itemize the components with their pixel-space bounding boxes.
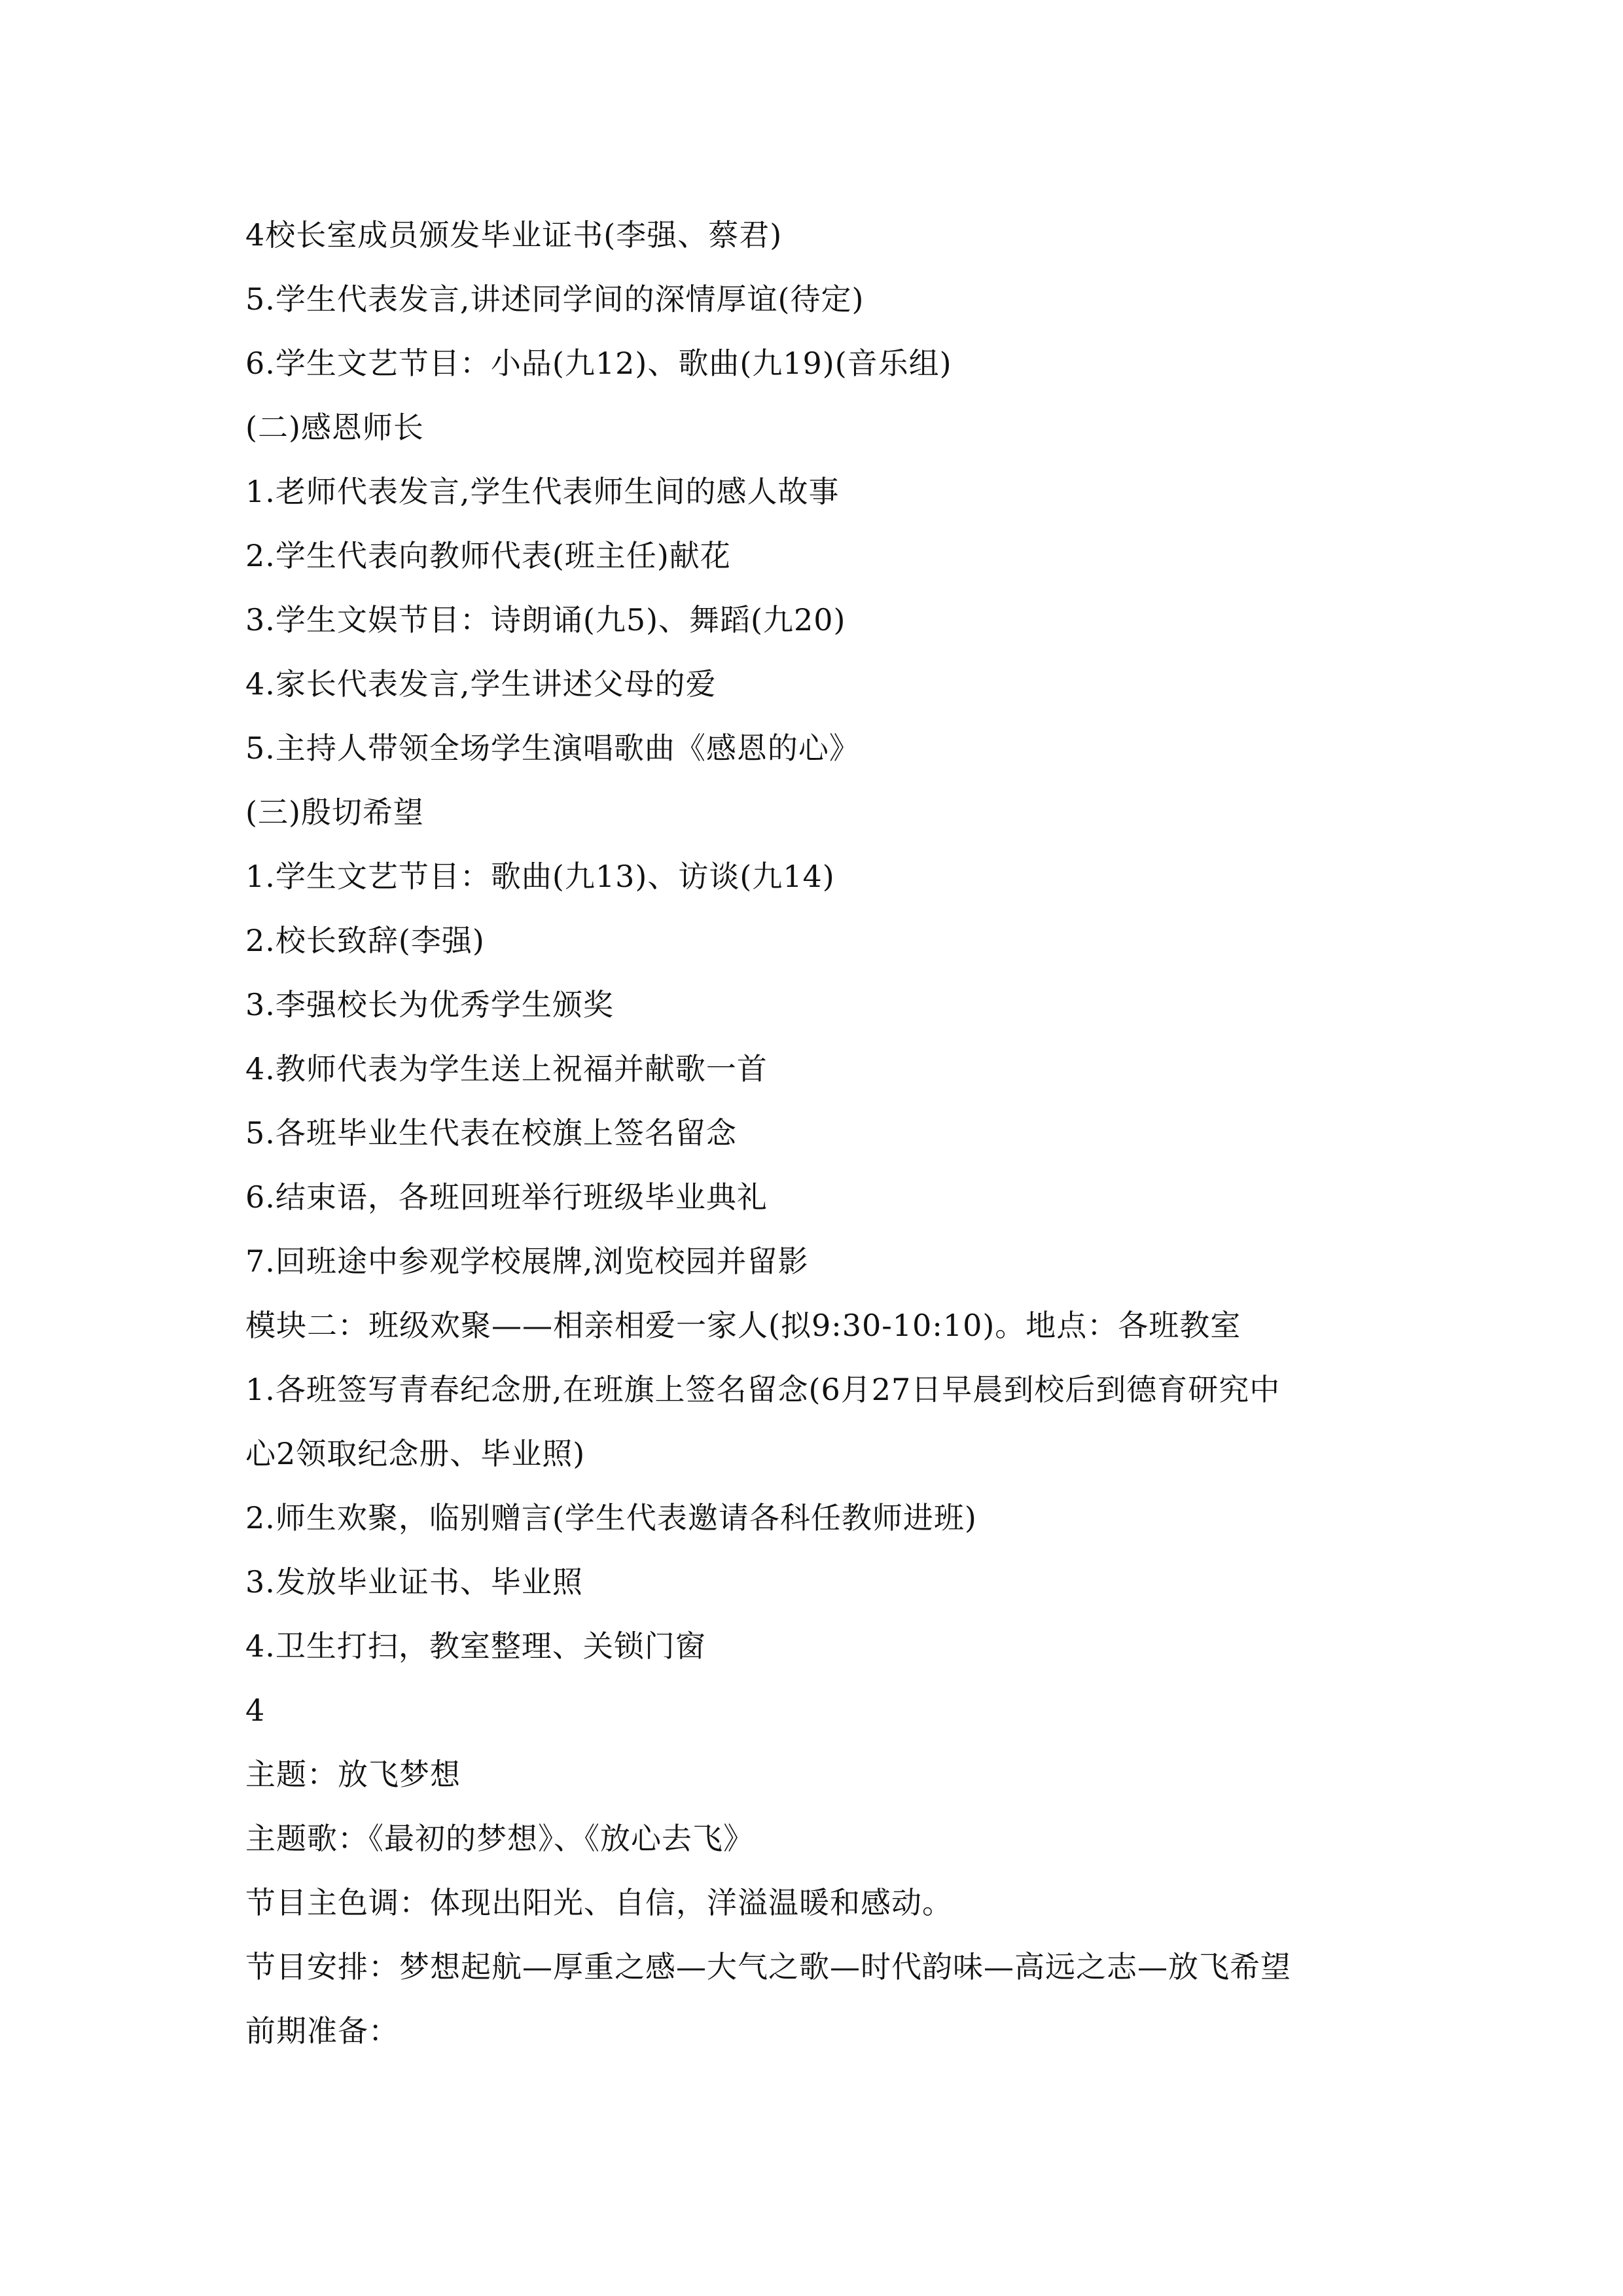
text-line-memory-book: 1.各班签写青春纪念册,在班旗上签名留念(6月27日早晨到校后到德育研究中 bbox=[245, 1372, 1281, 1407]
text-line-student-performance: 6.学生文艺节目：小品(九12)、歌曲(九19)(音乐组) bbox=[245, 346, 952, 381]
text-line-closing-remarks: 6.结束语，各班回班举行班级毕业典礼 bbox=[245, 1179, 768, 1215]
text-line-distribute-certificates: 3.发放毕业证书、毕业照 bbox=[245, 1564, 583, 1600]
section-heading-earnest-hopes: (三)殷切希望 bbox=[245, 795, 424, 830]
module-heading-class-gathering: 模块二：班级欢聚——相亲相爱一家人(拟9:30-10:10)。地点：各班教室 bbox=[245, 1308, 1241, 1343]
text-line-entertainment: 3.学生文娱节目：诗朗诵(九5)、舞蹈(九20) bbox=[245, 602, 846, 637]
text-line-theme: 主题：放飞梦想 bbox=[245, 1757, 461, 1792]
document-body bbox=[245, 203, 1423, 2063]
text-line-farewell-words: 2.师生欢聚，临别赠言(学生代表邀请各科任教师进班) bbox=[245, 1500, 977, 1535]
text-line-principal-address: 2.校长致辞(李强) bbox=[245, 923, 485, 958]
text-line-preparation: 前期准备： bbox=[245, 2013, 399, 2049]
text-line-program-schedule: 节目安排：梦想起航—厚重之感—大气之歌—时代韵味—高远之志—放飞希望 bbox=[245, 1949, 1291, 1984]
text-line-theme-song: 主题歌：《最初的梦想》、《放心去飞》 bbox=[245, 1821, 754, 1856]
text-line-present-flowers: 2.学生代表向教师代表(班主任)献花 bbox=[245, 538, 731, 573]
text-line-student-awards: 3.李强校长为优秀学生颁奖 bbox=[245, 987, 614, 1022]
section-heading-thank-teachers: (二)感恩师长 bbox=[245, 410, 424, 445]
text-line-art-program: 1.学生文艺节目：歌曲(九13)、访谈(九14) bbox=[245, 859, 835, 894]
text-line-parent-speech: 4.家长代表发言,学生讲述父母的爱 bbox=[245, 666, 717, 702]
text-line-campus-tour: 7.回班途中参观学校展牌,浏览校园并留影 bbox=[245, 1244, 809, 1279]
text-line-teacher-blessing: 4.教师代表为学生送上祝福并献歌一首 bbox=[245, 1051, 768, 1086]
text-line-memory-book-cont: 心2领取纪念册、毕业照) bbox=[245, 1436, 586, 1471]
section-number: 4 bbox=[245, 1693, 266, 1728]
text-line-cleanup: 4.卫生打扫，教室整理、关锁门窗 bbox=[245, 1628, 706, 1664]
text-line-main-tone: 节目主色调：体现出阳光、自信，洋溢温暖和感动。 bbox=[245, 1885, 953, 1920]
text-line-student-speech: 5.学生代表发言,讲述同学间的深情厚谊(待定) bbox=[245, 281, 865, 317]
text-line-teacher-speech: 1.老师代表发言,学生代表师生间的感人故事 bbox=[245, 474, 840, 509]
text-line-award-certificates: 4校长室成员颁发毕业证书(李强、蔡君) bbox=[245, 217, 783, 253]
text-line-sing-song: 5.主持人带领全场学生演唱歌曲《感恩的心》 bbox=[245, 730, 860, 766]
text-line-flag-signing: 5.各班毕业生代表在校旗上签名留念 bbox=[245, 1115, 737, 1151]
